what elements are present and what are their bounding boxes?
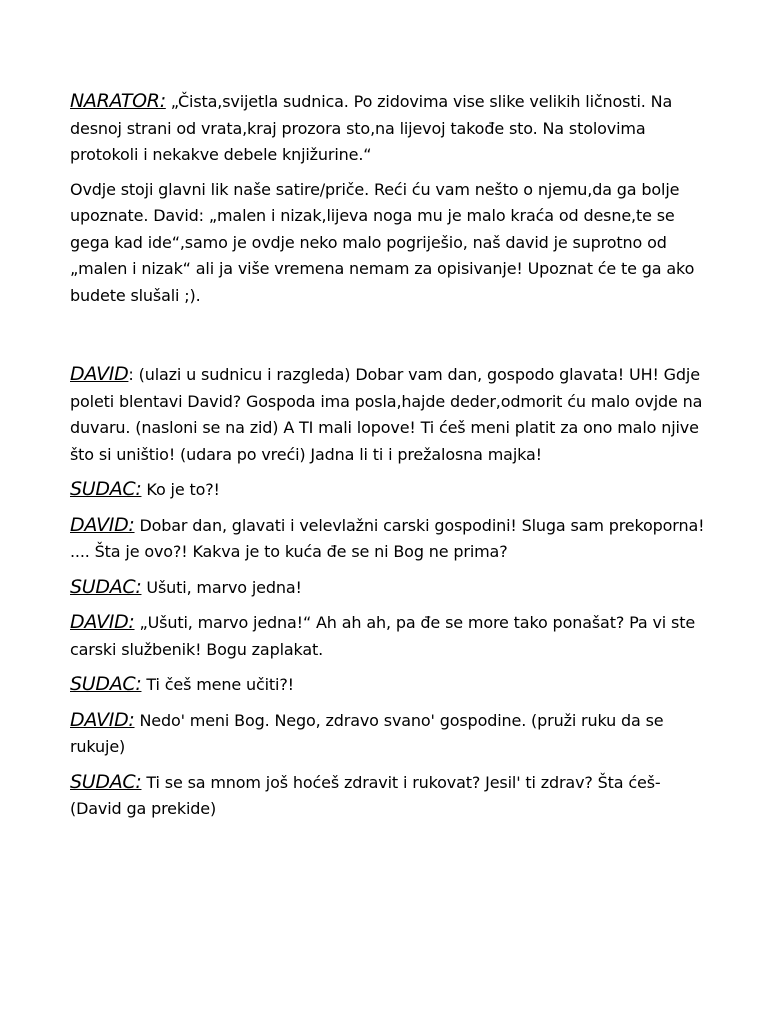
speaker-label: SUDAC:: [70, 575, 142, 598]
dialogue-text: „Ušuti, marvo jedna!“ Ah ah ah, pa đe se more tako ponašat? Pa vi ste carski službenik! Bogu zaplakat.: [70, 613, 696, 659]
speaker-label: SUDAC:: [70, 478, 142, 500]
narrator-paragraph: [70, 88, 710, 169]
paragraph-text: „Čista,svijetla sudnica. Po zidovima vise slike velikih ličnosti. Na desnoj strani od vrata,kraj prozora sto,na lijevoj takođe sto. Na stolovima protokoli i nekakve debele knjižurine.“: [70, 92, 673, 164]
description-paragraph: [70, 177, 710, 310]
dialogue-line: [70, 769, 710, 823]
dialogue-text: Ušuti, marvo jedna!: [146, 577, 302, 597]
dialogue-line: [70, 512, 710, 566]
speaker-label: DAVID:: [70, 708, 135, 731]
dialogue-text: Ti se sa mnom još hoćeš zdravit i rukovat? Jesil' ti zdrav? Šta ćeš-(David ga prekide): [70, 772, 661, 818]
dialogue-line: [70, 609, 710, 663]
dialogue-text: (ulazi u sudnicu i razgleda) Dobar vam dan, gospodo glavata! UH! Gdje poleti blentavi David? Gospoda ima posla,hajde deder,odmorit ću malo ovjde na duvaru. (nasloni se na zid) A TI mali lopove! Ti ćeš meni platit za ono malo njive što si uništio! (udara po vreći) Jadna li ti i prežalosna majka!: [70, 365, 703, 464]
speaker-label: DAVID: [70, 363, 129, 385]
dialogue-line: [70, 574, 710, 602]
dialogue-text: Ko je to?!: [146, 480, 220, 499]
speaker-label: DAVID:: [70, 513, 135, 536]
speaker-label: SUDAC:: [70, 673, 142, 695]
speaker-separator: :: [128, 365, 139, 384]
paragraph-text: Ovdje stoji glavni lik naše satire/priče. Reći ću vam nešto o njemu,da ga bolje upoznate. David: „malen i nizak,lijeva noga mu je malo kraća od desne,te se gega kad ide“,samo je ovdje neko malo pogriješio, naš david je suprotno od „malen i nizak“ ali ja više vremena nemam za opisivanje! Upoznat će te ga ako budete slušali ;).: [70, 179, 695, 305]
dialogue-text: Nedo' meni Bog. Nego, zdravo svano' gospodine. (pruži ruku da se rukuje): [70, 710, 664, 756]
speaker-label: DAVID:: [70, 611, 135, 633]
section-gap: [70, 317, 710, 361]
dialogue-line: [70, 671, 710, 699]
document-page: [70, 88, 710, 831]
dialogue-text: Ti češ mene učiti?!: [146, 675, 294, 694]
dialogue-line: [70, 361, 710, 468]
dialogue-line: [70, 476, 710, 504]
speaker-label: SUDAC:: [70, 770, 142, 793]
speaker-label: NARATOR:: [70, 90, 166, 112]
dialogue-line: [70, 707, 710, 761]
dialogue-text: Dobar dan, glavati i velevlažni carski gospodini! Sluga sam prekoporna! .... Šta je ovo?! Kakva je to kuća đe se ni Bog ne prima?: [70, 515, 705, 561]
